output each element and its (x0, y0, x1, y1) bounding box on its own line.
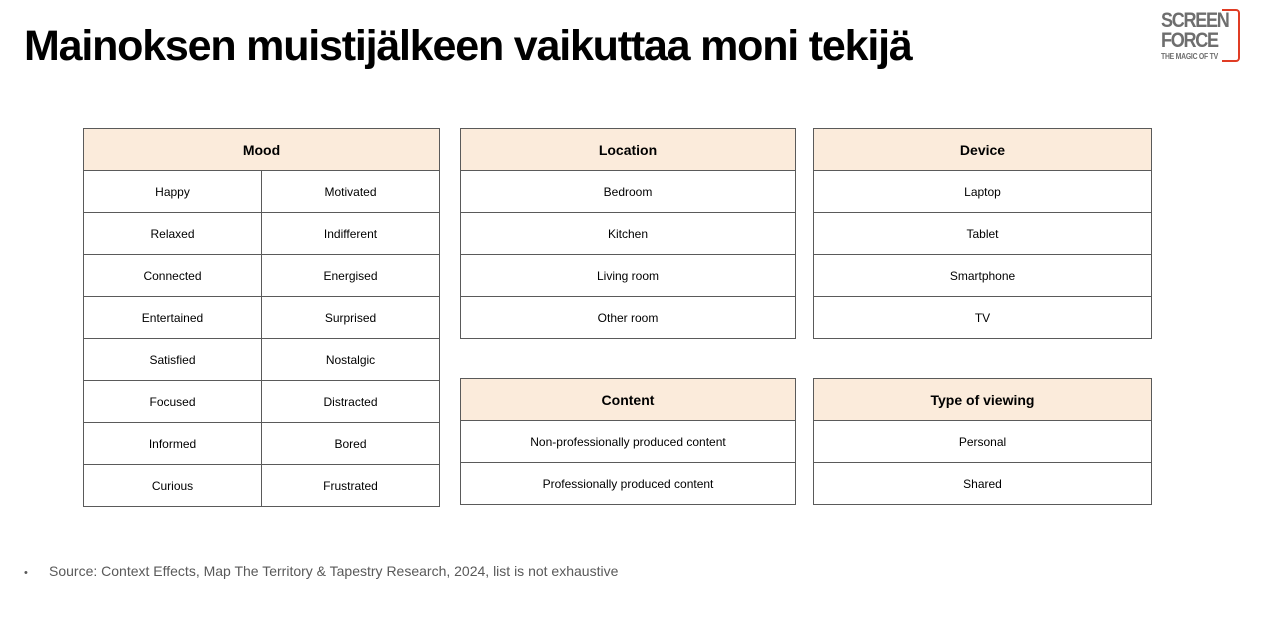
mood-cell: Indifferent (262, 213, 440, 255)
mood-cell: Connected (84, 255, 262, 297)
table-row (814, 255, 1152, 297)
mood-cell: Distracted (262, 381, 440, 423)
logo-tagline: THE MAGIC OF TV (1161, 52, 1218, 61)
table-row (84, 465, 440, 507)
location-cell: Bedroom (461, 171, 796, 213)
viewing-type-rows (814, 421, 1152, 505)
source-text: Source: Context Effects, Map The Territory & Tapestry Research, 2024, list is not exhaustive (49, 563, 619, 579)
mood-cell: Entertained (84, 297, 262, 339)
mood-cell: Focused (84, 381, 262, 423)
logo-word-force: FORCE (1161, 29, 1218, 52)
viewing-type-table (813, 378, 1152, 505)
table-row (461, 463, 796, 505)
location-cell: Living room (461, 255, 796, 297)
table-row (461, 213, 796, 255)
table-row (814, 463, 1152, 505)
screenforce-logo (1159, 9, 1243, 63)
mood-cell: Motivated (262, 171, 440, 213)
table-row (84, 171, 440, 213)
table-row (814, 171, 1152, 213)
mood-header: Mood (84, 129, 440, 171)
mood-table (83, 128, 440, 507)
logo-bracket-icon (1222, 9, 1240, 62)
table-row (814, 421, 1152, 463)
mood-rows (84, 171, 440, 507)
device-cell: Tablet (814, 213, 1152, 255)
content-table (460, 378, 796, 505)
table-row (84, 213, 440, 255)
content-cell: Non-professionally produced content (461, 421, 796, 463)
device-cell: TV (814, 297, 1152, 339)
table-row (84, 381, 440, 423)
mood-cell: Informed (84, 423, 262, 465)
mood-cell: Surprised (262, 297, 440, 339)
table-row (461, 255, 796, 297)
viewing-type-cell: Shared (814, 463, 1152, 505)
device-rows (814, 171, 1152, 339)
page-title: Mainoksen muistijälkeen vaikuttaa moni tekijä (24, 22, 912, 70)
mood-cell: Bored (262, 423, 440, 465)
table-row (84, 255, 440, 297)
location-header: Location (461, 129, 796, 171)
location-cell: Kitchen (461, 213, 796, 255)
device-cell: Smartphone (814, 255, 1152, 297)
content-header: Content (461, 379, 796, 421)
table-row (84, 339, 440, 381)
viewing-type-cell: Personal (814, 421, 1152, 463)
content-cell: Professionally produced content (461, 463, 796, 505)
table-row (814, 213, 1152, 255)
table-row (461, 171, 796, 213)
mood-cell: Energised (262, 255, 440, 297)
source-note (24, 563, 618, 579)
device-header: Device (814, 129, 1152, 171)
mood-cell: Frustrated (262, 465, 440, 507)
table-row (84, 297, 440, 339)
mood-cell: Nostalgic (262, 339, 440, 381)
mood-cell: Satisfied (84, 339, 262, 381)
mood-cell: Happy (84, 171, 262, 213)
logo-word-screen: SCREEN (1161, 9, 1229, 32)
table-row (84, 423, 440, 465)
mood-cell: Curious (84, 465, 262, 507)
device-cell: Laptop (814, 171, 1152, 213)
mood-cell: Relaxed (84, 213, 262, 255)
viewing-type-header: Type of viewing (814, 379, 1152, 421)
table-row (461, 421, 796, 463)
location-cell: Other room (461, 297, 796, 339)
device-table (813, 128, 1152, 339)
bullet-icon: • (24, 567, 28, 579)
table-row (461, 297, 796, 339)
location-table (460, 128, 796, 339)
content-rows (461, 421, 796, 505)
table-row (814, 297, 1152, 339)
location-rows (461, 171, 796, 339)
